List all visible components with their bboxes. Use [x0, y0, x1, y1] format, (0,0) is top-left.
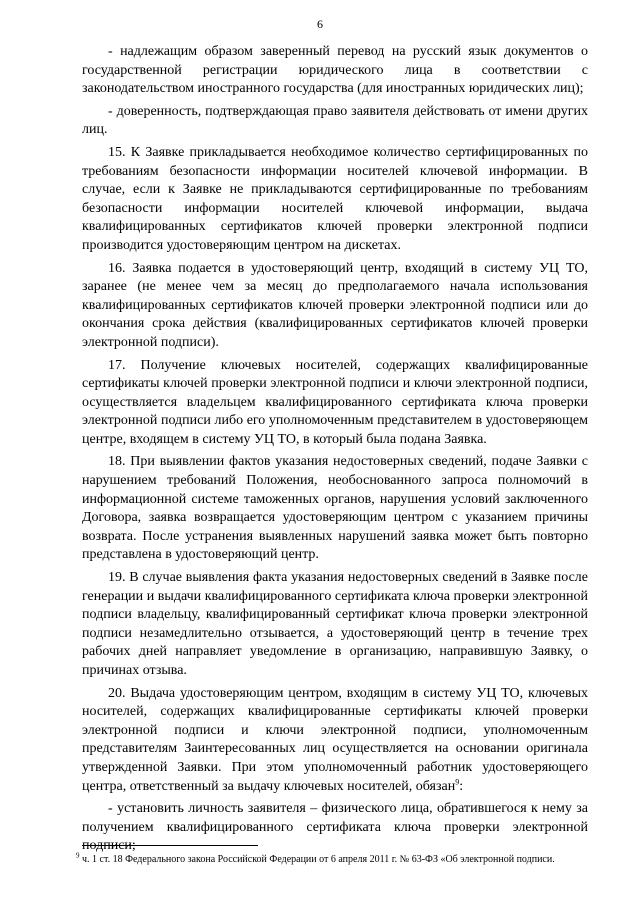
footnote-marker: 9 [76, 851, 80, 860]
paragraph-power-of-attorney: - доверенность, подтверждающая право заявителя действовать от имени других лиц. [82, 103, 588, 138]
paragraph-item-19: 19. В случае выявления факта указания недостоверных сведений в Заявке после генерации и выдачи квалифицированного сертификата ключа проверки электронной подписи владельцу, квалифицированный сертификат ключа проверки электронной подписи незамедлительно отзывается, а удостоверяющий центр в течение трех рабочих дней направляет уведомление в организацию, направившую Заявку, о причинах отзыва. [82, 570, 588, 678]
paragraph-item-16: 16. Заявка подается в удостоверяющий центр, входящий в систему УЦ ТО, заранее (не менее чем за месяц до предполагаемого начала использования квалифицированных сертификатов ключей проверки электронной подписи или до окончания срока действия (квалифицированных сертификатов ключей проверки электронной подписи). [82, 260, 588, 350]
footnote-text: ч. 1 ст. 18 Федерального закона Российской Федерации от 6 апреля 2011 г. № 63-ФЗ «Об электронной подписи. [79, 854, 555, 865]
paragraph-item-20 [82, 685, 588, 797]
paragraph-foreign-translation: - надлежащим образом заверенный перевод на русский язык документов о государственной регистрации юридического лица в соответствии с законодательством иностранного государства (для иностранных юридических лиц); [82, 44, 588, 97]
paragraph-item-18: 18. При выявлении фактов указания недостоверных сведений, подаче Заявки с нарушением требований Положения, необоснованного запроса полномочий в информационной системе таможенных органов, нарушения условий заключенного Договора, заявка возвращается удостоверяющим центром с указанием причины возврата. После устранения выявленных нарушений заявка может быть повторно представлена в удостоверяющий центр. [82, 454, 588, 563]
page-number: 6 [317, 17, 323, 31]
paragraph-item-20-text: 20. Выдача удостоверяющим центром, входящим в систему УЦ ТО, ключевых носителей, содержащих квалифицированные сертификаты ключей проверки электронной подписи и ключи электронной подписи, уполномоченным представителям Заинтересованных лиц осуществляется на основании оригинала утвержденной Заявки. При этом уполномоченный работник удостоверяющего центра, ответственный за выдачу ключевых носителей, обязан [82, 685, 588, 794]
footnote-reference: 9 [455, 776, 460, 786]
paragraph-identify-applicant: - установить личность заявителя – физического лица, обратившегося к нему за получением квалифицированного сертификата ключа проверки электронной подписи; [82, 801, 588, 854]
document-body [82, 43, 588, 860]
paragraph-item-17: 17. Получение ключевых носителей, содержащих квалифицированные сертификаты ключей проверки электронной подписи и ключи электронной подписи, осуществляется владельцем квалифицированного сертификата ключа проверки электронной подписи либо его уполномоченным представителем в удостоверяющем центре, входящем в систему УЦ ТО, в который была подана Заявка. [82, 357, 588, 447]
paragraph-item-15: 15. К Заявке прикладывается необходимое количество сертифицированных по требованиям безопасности информации носителей ключевой информации. В случае, если к Заявке не прикладываются сертифицированные по требованиям безопасности информации носителей ключевой информации, выдача квалифицированных сертификатов ключей проверки электронной подписи производится удостоверяющим центром на дискетах. [82, 144, 588, 253]
footnote-separator [82, 845, 258, 846]
paragraph-item-20-tail: : [459, 778, 464, 794]
footnote [76, 853, 596, 866]
